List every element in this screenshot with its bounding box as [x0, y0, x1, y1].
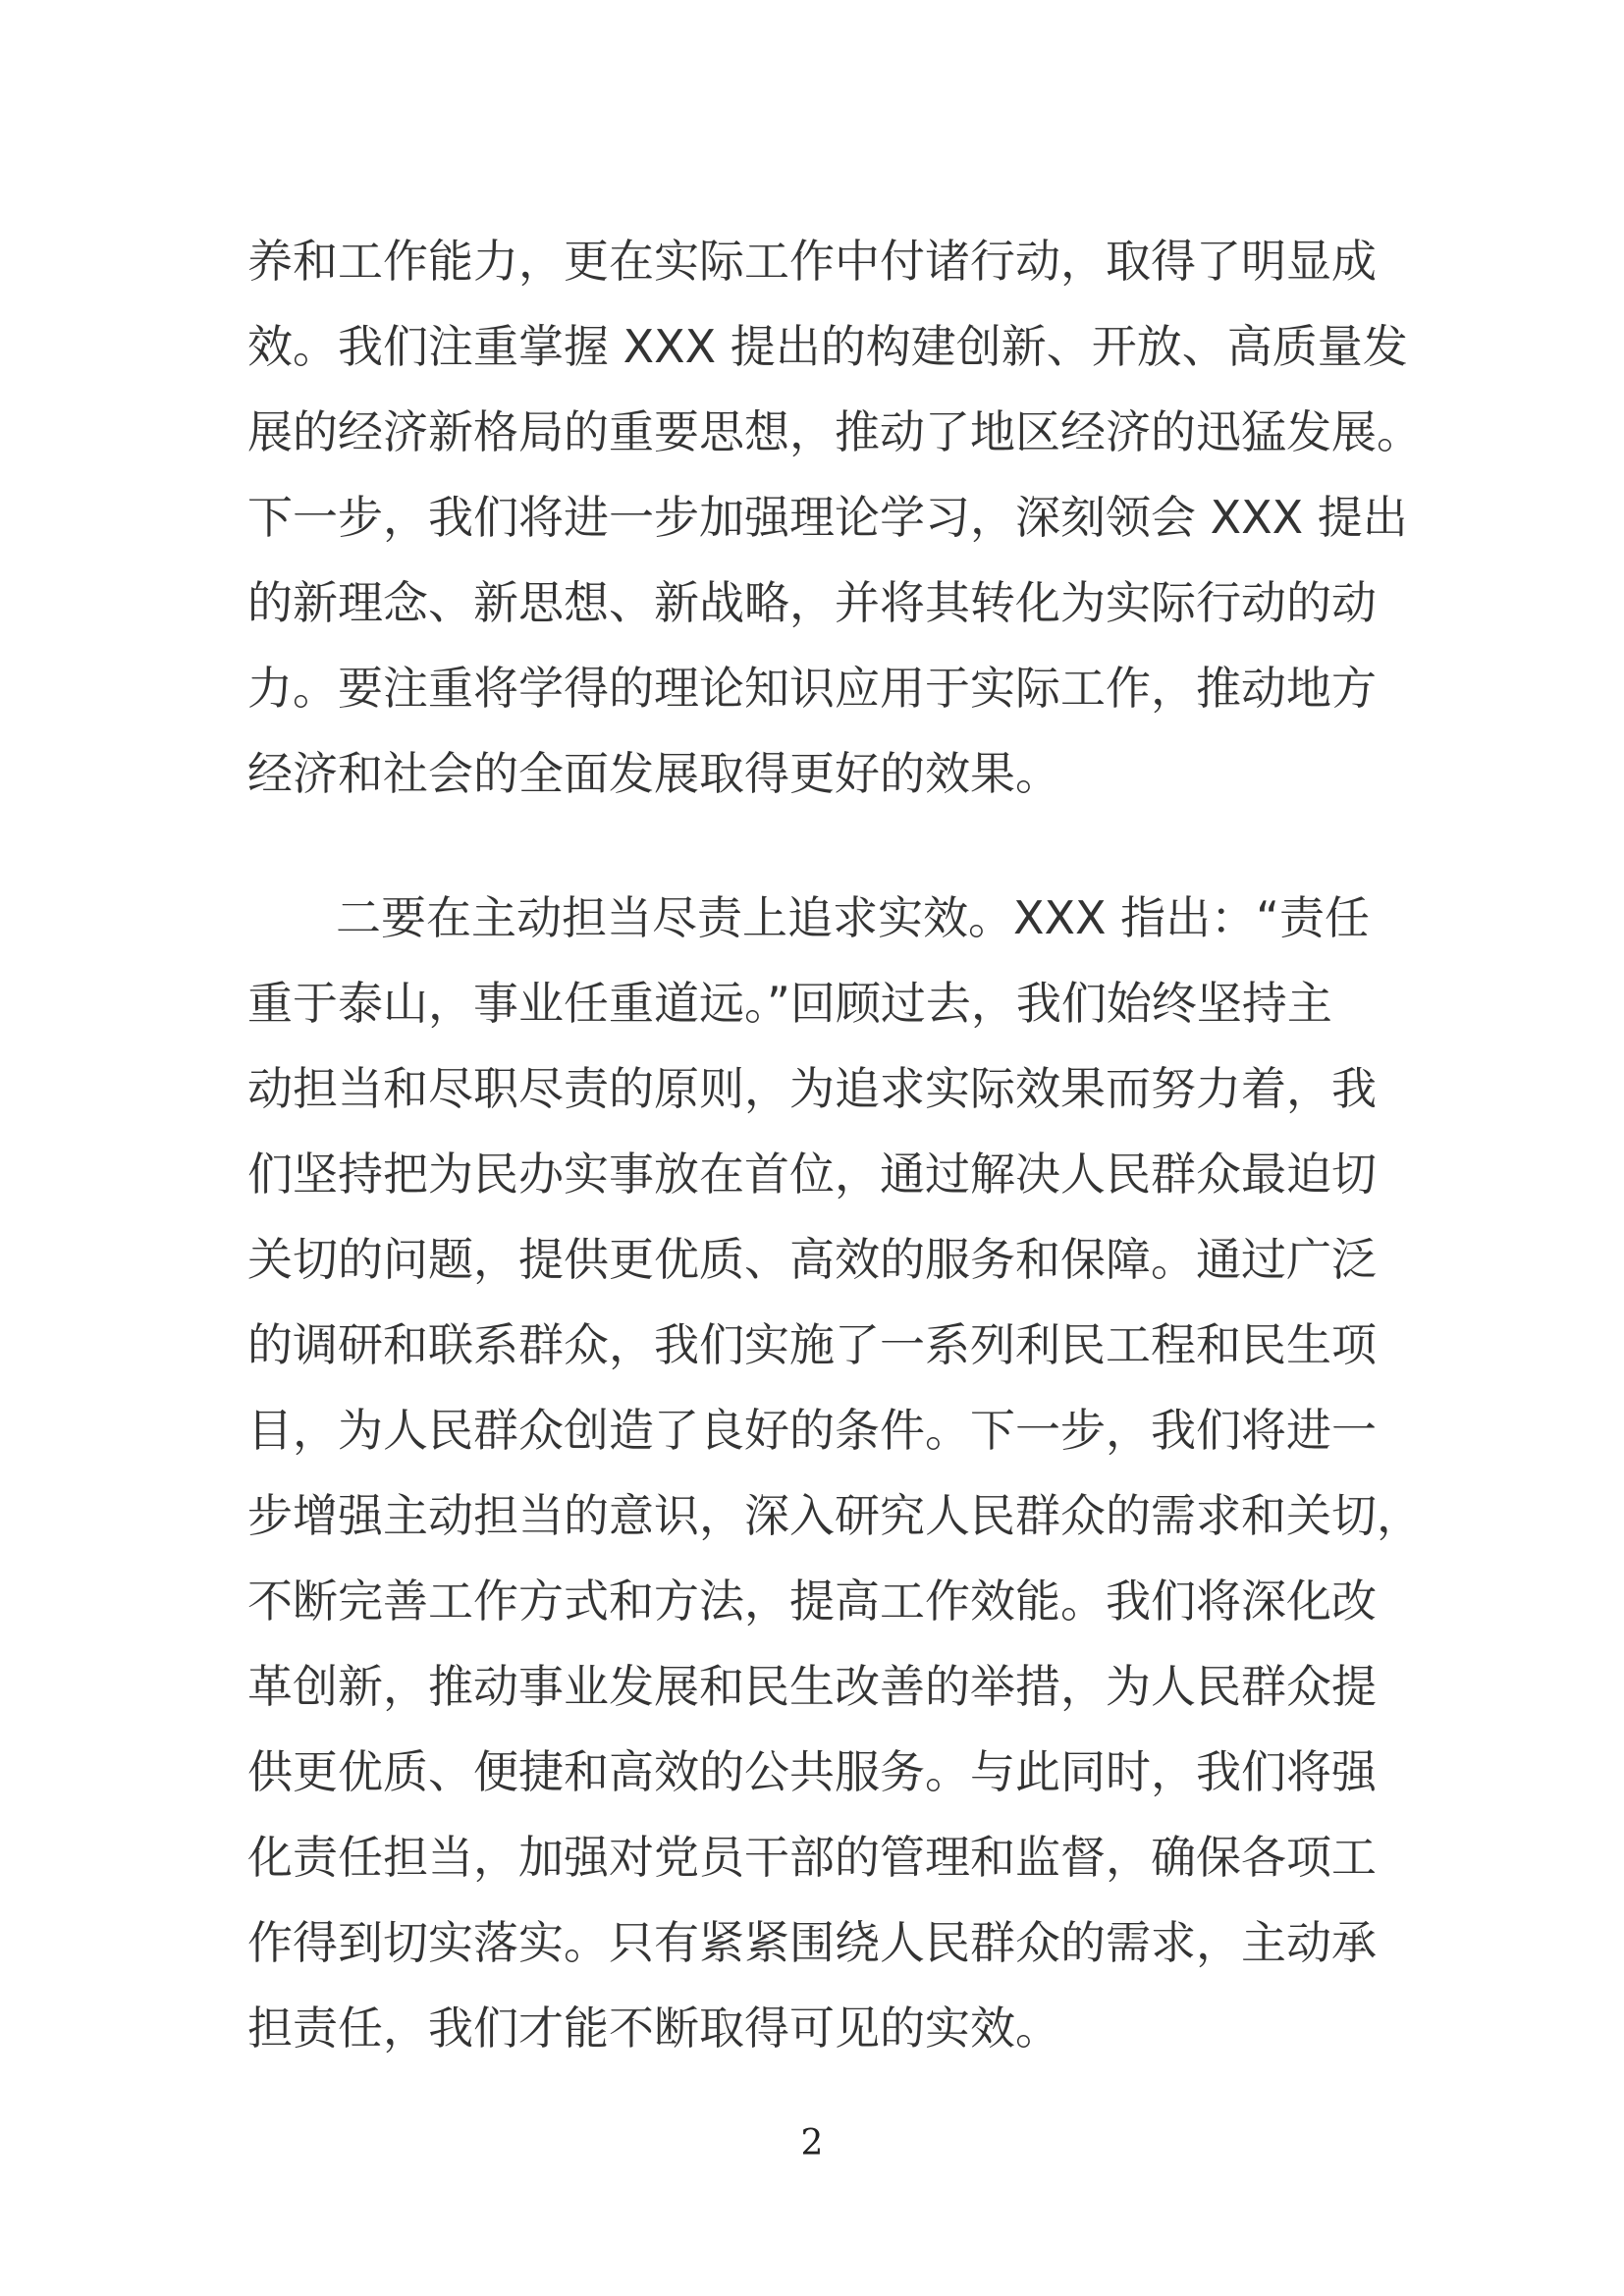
text-line: 养和工作能力，更在实际工作中付诸行动，取得了明显成	[247, 235, 1377, 288]
text-line: 的调研和联系群众，我们实施了一系列利民工程和民生项	[247, 1318, 1377, 1371]
text-line: 重于泰山，事业任重道远。”回顾过去，我们始终坚持主	[247, 977, 1332, 1030]
text-line: 动担当和尽职尽责的原则，为追求实际效果而努力着，我	[247, 1062, 1377, 1115]
text-line: 经济和社会的全面发展取得更好的效果。	[247, 747, 1060, 800]
text-line: 不断完善工作方式和方法，提高工作效能。我们将深化改	[247, 1575, 1377, 1628]
text-line: 展的经济新格局的重要思想，推动了地区经济的迅猛发展。	[247, 405, 1422, 458]
text-line: 们坚持把为民办实事放在首位，通过解决人民群众最迫切	[247, 1148, 1377, 1201]
text-line: 担责任，我们才能不断取得可见的实效。	[247, 2002, 1060, 2055]
text-line: 革创新，推动事业发展和民生改善的举措，为人民群众提	[247, 1660, 1377, 1713]
text-line: 化责任担当，加强对党员干部的管理和监督，确保各项工	[247, 1831, 1377, 1884]
text-line: 关切的问题，提供更优质、高效的服务和保障。通过广泛	[247, 1233, 1377, 1286]
page-number: 2	[800, 2123, 824, 2163]
text-line: 步增强主动担当的意识，深入研究人民群众的需求和关切，	[247, 1489, 1422, 1542]
text-line: 的新理念、新思想、新战略，并将其转化为实际行动的动	[247, 576, 1377, 629]
text-line: 作得到切实落实。只有紧紧围绕人民群众的需求，主动承	[247, 1916, 1377, 1969]
text-line: 下一步，我们将进一步加强理论学习，深刻领会 XXX 提出	[247, 491, 1408, 544]
text-line: 力。要注重将学得的理论知识应用于实际工作，推动地方	[247, 662, 1377, 715]
text-line: 目，为人民群众创造了良好的条件。下一步，我们将进一	[247, 1404, 1377, 1457]
text-line: 供更优质、便捷和高效的公共服务。与此同时，我们将强	[247, 1745, 1377, 1798]
text-line: 二要在主动担当尽责上追求实效。XXX 指出：“责任	[336, 891, 1370, 944]
text-line: 效。我们注重掌握 XXX 提出的构建创新、开放、高质量发	[247, 320, 1408, 373]
